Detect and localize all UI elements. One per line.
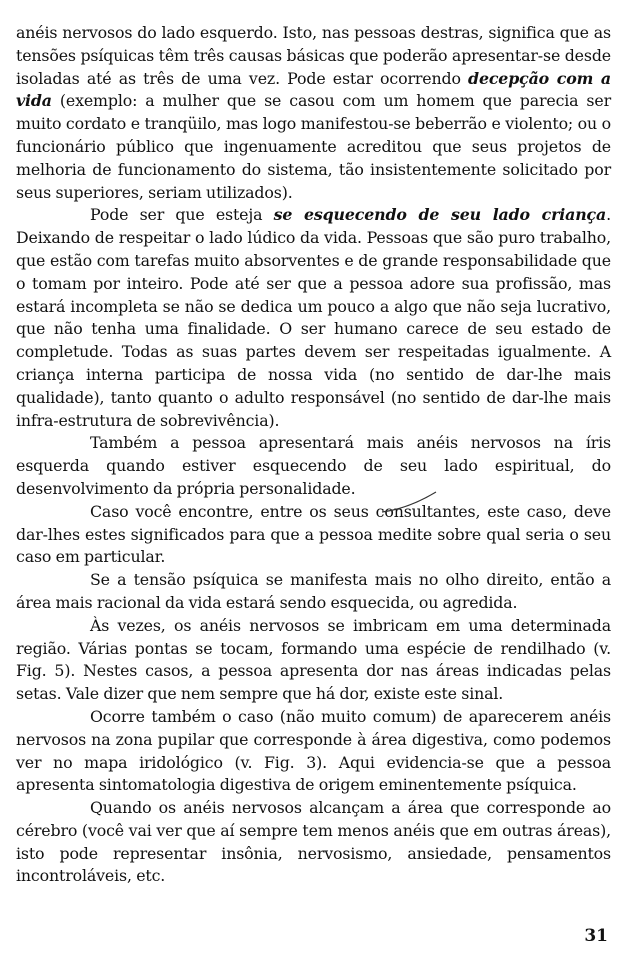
emphasis-decepcao: decepção com a vida (16, 68, 611, 111)
paragraph-6 (16, 615, 611, 706)
text-run: Pode ser que esteja (90, 205, 274, 225)
text-run: Às vezes, os anéis nervosos se imbricam em uma determinada região. Várias pontas se tocam, formando uma espécie de rendilhado (v. Fig. 5). Nestes casos, a pessoa apresenta dor nas áreas indicadas pelas setas. Vale dizer que nem sempre que há dor, existe este sinal. (16, 615, 611, 704)
text-run: . Deixando de respeitar o lado lúdico da vida. Pessoas que são puro trabalho, que estão com tarefas muito absorventes e de grande responsabilidade que o tomam por inteiro. Pode até ser que a pessoa adore sua profissão, mas estará incompleta se não se dedica um pouco a algo que não seja lucrativo, que não tenha uma finalidade. O ser humano carece de seu estado de completude. Todas as suas partes devem ser respeitadas igualmente. A criança interna participa de nossa vida (no sentido de dar-lhe mais qualidade), tanto quanto o adulto responsável (no sentido de dar-lhe mais infra-estrutura de sobrevivência). (16, 205, 611, 430)
paragraph-7 (16, 706, 611, 797)
paragraph-8 (16, 797, 611, 888)
text-run: Caso você encontre, entre os seus consultantes, este caso, deve dar-lhes estes significados para que a pessoa medite sobre qual seria o seu caso em particular. (16, 501, 611, 567)
body-text (16, 22, 611, 888)
paragraph-4 (16, 501, 611, 569)
text-run: Se a tensão psíquica se manifesta mais no olho direito, então a área mais racional da vida estará sendo esquecida, ou agredida. (16, 570, 611, 612)
page-number: 31 (584, 926, 608, 946)
paragraph-2 (16, 204, 611, 432)
text-run: Quando os anéis nervosos alcançam a área que corresponde ao cérebro (você vai ver que aí sempre tem menos anéis que em outras áreas), isto pode representar insônia, nervosismo, ansiedade, pensamentos incontroláveis, etc. (16, 798, 611, 886)
text-run: Também a pessoa apresentará mais anéis nervosos na íris esquerda quando estiver esquecendo de seu lado espiritual, do desenvolvimento da própria personalidade. (16, 433, 611, 498)
emphasis-lado-crianca: se esquecendo de seu lado criança (273, 205, 607, 225)
text-run: (exemplo: a mulher que se casou com um homem que parecia ser muito cordato e tranqüilo, mas logo manifestou-se beberrão e violento; ou o funcionário público que ingenuamente acreditou que seus projetos de melhoria de funcionamento do sistema, tão insistentemente solicitado por seus superiores, seriam utilizados). (16, 91, 611, 202)
paragraph-3 (16, 432, 611, 500)
paragraph-5 (16, 569, 611, 615)
paragraph-1 (16, 22, 611, 204)
text-run: Ocorre também o caso (não muito comum) de aparecerem anéis nervosos na zona pupilar que corresponde à área digestiva, como podemos ver no mapa iridológico (v. Fig. 3). Aqui evidencia-se que a pessoa apresenta sintomatologia digestiva de origem eminentemente psíquica. (16, 706, 611, 795)
text-run: anéis nervosos do lado esquerdo. Isto, nas pessoas destras, significa que as tensões psíquicas têm três causas básicas que poderão apresentar-se desde isoladas até as três de uma vez. Pode estar ocorrendo (16, 23, 611, 88)
